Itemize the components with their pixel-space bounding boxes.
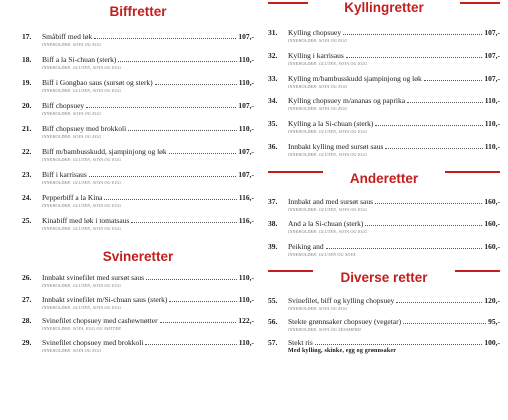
item-ingredients: Med kylling, skinke, egg og grønnsaker — [288, 348, 397, 355]
section-title: Diverse retter — [313, 270, 455, 286]
item-price: 110,- — [484, 141, 500, 151]
item-price: 107,- — [238, 170, 254, 179]
item-ingredients: INNEHOLDER: GLUTEN, SOYA OG EGG — [42, 65, 122, 70]
item-price: 110,- — [238, 337, 254, 347]
item-number: 22. — [22, 147, 32, 156]
item-number: 18. — [22, 55, 32, 64]
leader-dots — [375, 197, 482, 204]
item-number: 27. — [22, 294, 32, 304]
kyllingretter-list — [268, 28, 500, 165]
item-price: 116,- — [238, 193, 254, 202]
item-ingredients: INNEHOLDER: SOYA, EGG OG NØTTER — [42, 326, 121, 331]
item-name: Innbakt svinefilet m/Si-chuan saus (sterk) — [42, 294, 168, 304]
item-price: 95,- — [488, 317, 500, 327]
menu-item — [22, 78, 254, 101]
item-price: 160,- — [484, 196, 500, 206]
leader-dots — [128, 124, 237, 131]
item-ingredients: INNEHOLDER: GLUTEN, SOYA OG EGG — [288, 60, 368, 66]
menu-item — [268, 317, 500, 338]
item-name: Kylling chopsuey m/ananas og paprika — [288, 96, 406, 106]
item-number: 26. — [22, 273, 32, 282]
item-number: 56. — [268, 317, 278, 327]
item-name: Kylling m/bambusskudd sjampinjong og løk — [288, 73, 422, 83]
menu-item — [22, 193, 254, 216]
leader-dots — [131, 216, 236, 223]
leader-dots — [407, 96, 483, 103]
item-number: 25. — [22, 216, 32, 225]
item-name: Kylling chopsuey — [288, 28, 342, 37]
item-price: 107,- — [484, 50, 500, 60]
menu-item — [22, 338, 254, 360]
item-number: 17. — [22, 32, 32, 41]
item-name: Svinefilet chopsuey med cashewnøtter — [42, 316, 158, 325]
item-price: 110,- — [484, 96, 500, 106]
item-name: Kinabiff med løk i tomatsaus — [42, 216, 130, 225]
item-number: 35. — [268, 119, 278, 129]
leader-dots — [146, 273, 237, 280]
menu-item — [268, 242, 500, 265]
item-name: Biff m/bambusskudd, sjampinjong og løk — [42, 147, 167, 156]
section-header-svineretter — [22, 245, 254, 271]
item-name: Småbiff med løk — [42, 32, 93, 41]
item-price: 122,- — [238, 316, 254, 325]
leader-dots — [86, 101, 236, 108]
section-header-anderetter — [268, 169, 500, 195]
item-name: Kylling i karrisaus — [288, 50, 344, 60]
leader-dots — [104, 193, 236, 200]
item-name: Innbakt and med sursøt saus — [288, 196, 373, 206]
item-ingredients: INNEHOLDER: GLUTEN, SOYA OG EGG — [42, 157, 122, 162]
item-number: 39. — [268, 241, 278, 251]
item-number: 34. — [268, 96, 278, 106]
item-name: Innbakt kylling med sursøt saus — [288, 141, 384, 151]
leader-dots — [326, 242, 483, 249]
item-number: 31. — [268, 28, 278, 37]
item-number: 21. — [22, 124, 32, 133]
item-ingredients: INNEHOLDER: GLUTEN, SOYA OG EGG — [42, 180, 122, 185]
menu-item — [22, 295, 254, 317]
item-ingredients: INNEHOLDER: GLUTEN OG SOYA — [288, 251, 356, 257]
menu-item — [268, 96, 500, 119]
section-title: Svineretter — [102, 249, 174, 264]
item-number: 23. — [22, 170, 32, 179]
item-price: 160,- — [484, 219, 500, 229]
menu-item — [22, 147, 254, 170]
item-price: 110,- — [238, 55, 254, 64]
item-ingredients: INNEHOLDER: GLUTEN, SOYA OG EGG — [42, 304, 122, 310]
section-header-diverse — [268, 268, 500, 294]
item-ingredients: INNEHOLDER: SOYA OG EGG — [288, 106, 348, 112]
item-ingredients: INNEHOLDER: SOYA OG EGG — [42, 42, 102, 47]
item-number: 55. — [268, 296, 278, 306]
menu-item — [22, 216, 254, 239]
item-number: 37. — [268, 196, 278, 206]
item-number: 20. — [22, 101, 32, 110]
item-number: 24. — [22, 193, 32, 202]
item-number: 38. — [268, 219, 278, 229]
item-price: 100,- — [484, 338, 500, 348]
item-price: 107,- — [238, 101, 254, 110]
item-ingredients: INNEHOLDER: SOYA OG EGG — [288, 83, 348, 89]
item-ingredients: INNEHOLDER: GLUTEN, SOYA OG EGG — [288, 151, 368, 157]
leader-dots — [145, 338, 236, 345]
item-price: 107,- — [238, 32, 254, 41]
item-price: 110,- — [238, 124, 254, 133]
item-price: 107,- — [238, 147, 254, 156]
item-ingredients: INNEHOLDER: SOYA OG EGG — [288, 306, 348, 312]
item-number: 36. — [268, 141, 278, 151]
item-number: 32. — [268, 50, 278, 60]
menu-item — [268, 51, 500, 74]
item-name: Kylling a la Si-chuan (sterk) — [288, 119, 374, 129]
leader-dots — [375, 119, 482, 126]
item-ingredients: INNEHOLDER: SOYA OG SESAMFRØ — [288, 327, 361, 333]
section-title: Biffretter — [109, 4, 167, 19]
item-price: 110,- — [238, 294, 254, 304]
item-ingredients: INNEHOLDER: GLUTEN, SOYA OG EGG — [42, 203, 122, 208]
leader-dots — [346, 51, 483, 58]
item-price: 120,- — [484, 296, 500, 306]
section-title: Anderetter — [323, 171, 445, 187]
menu-item — [268, 197, 500, 220]
item-name: Stekt ris — [288, 338, 313, 348]
menu-item — [22, 316, 254, 338]
item-ingredients: INNEHOLDER: GLUTEN, SOYA OG EGG — [288, 206, 368, 212]
item-ingredients: INNEHOLDER: SOYA OG EGG — [42, 347, 102, 353]
leader-dots — [160, 316, 237, 323]
item-name: Stekte grønnsaker chopsuey (vegetar) — [288, 317, 402, 327]
section-header-biffretter — [22, 4, 254, 30]
item-name: And a la Si-chuan (sterk) — [288, 219, 364, 229]
item-number: 33. — [268, 73, 278, 83]
item-name: Biff chopsuey — [42, 101, 85, 110]
leader-dots — [169, 147, 237, 154]
leader-dots — [385, 142, 482, 149]
leader-dots — [424, 74, 483, 81]
item-ingredients: INNEHOLDER: GLUTEN, SOYA OG EGG — [288, 129, 368, 135]
menu-item — [22, 55, 254, 78]
item-price: 107,- — [484, 28, 500, 37]
item-price: 110,- — [484, 119, 500, 129]
item-name: Biff i karrisaus — [42, 170, 87, 179]
leader-dots — [315, 338, 483, 345]
anderetter-list — [268, 197, 500, 265]
item-number: 19. — [22, 78, 32, 87]
biffretter-list — [22, 32, 254, 239]
leader-dots — [155, 78, 237, 85]
item-ingredients: INNEHOLDER: SOYA OG EGG — [42, 111, 102, 116]
item-price: 160,- — [484, 241, 500, 251]
leader-dots — [403, 317, 486, 324]
leader-dots — [94, 32, 236, 39]
item-price: 107,- — [484, 73, 500, 83]
item-ingredients: INNEHOLDER: GLUTEN, SOYA OG EGG — [42, 88, 122, 93]
item-number: 28. — [22, 316, 32, 325]
menu-item — [22, 170, 254, 193]
right-column — [268, 0, 500, 359]
item-name: Peiking and — [288, 241, 324, 251]
item-number: 29. — [22, 337, 32, 347]
svineretter-list — [22, 273, 254, 359]
item-price: 110,- — [238, 78, 254, 87]
left-column — [22, 0, 254, 359]
item-ingredients: INNEHOLDER: GLUTEN, SOYA OG EGG — [288, 229, 368, 235]
item-name: Svinefilet chopsuey med brokkoli — [42, 337, 144, 347]
item-name: Pepperbiff a la Kina — [42, 193, 103, 202]
item-name: Innbakt svinefilet med sursøt saus — [42, 273, 145, 282]
menu-item — [268, 142, 500, 165]
item-ingredients: INNEHOLDER: SOYA OG EGG — [42, 134, 102, 139]
leader-dots — [343, 28, 482, 35]
menu-item — [22, 124, 254, 147]
item-name: Biff i Gongbao saus (sursøt og sterk) — [42, 78, 153, 87]
menu-item — [268, 119, 500, 142]
menu-item — [268, 28, 500, 51]
item-name: Svinefilet, biff og kylling chopsuey — [288, 296, 395, 306]
leader-dots — [169, 295, 236, 302]
leader-dots — [89, 170, 237, 177]
menu-item — [268, 74, 500, 97]
item-number: 57. — [268, 338, 278, 348]
item-name: Biff chopsuey med brokkoli — [42, 124, 127, 133]
menu-item — [22, 101, 254, 124]
menu-item — [22, 273, 254, 295]
menu-item — [268, 296, 500, 317]
menu-item — [268, 338, 500, 359]
item-name: Biff a la Si-chuan (sterk) — [42, 55, 117, 64]
leader-dots — [118, 55, 236, 62]
item-price: 110,- — [238, 273, 254, 282]
item-ingredients: INNEHOLDER: GLUTEN, SOYA OG EGG — [42, 226, 122, 231]
item-price: 116,- — [238, 216, 254, 225]
leader-dots — [365, 219, 482, 226]
section-title: Kyllingretter — [308, 0, 460, 16]
item-ingredients: INNEHOLDER: SOYA OG EGG — [288, 38, 348, 43]
item-ingredients: INNEHOLDER: GLUTEN, SOYA OG EGG — [42, 283, 122, 288]
section-header-kyllingretter — [268, 0, 500, 26]
menu-item — [268, 219, 500, 242]
diverse-list — [268, 296, 500, 359]
leader-dots — [396, 296, 482, 303]
menu-item — [22, 32, 254, 55]
